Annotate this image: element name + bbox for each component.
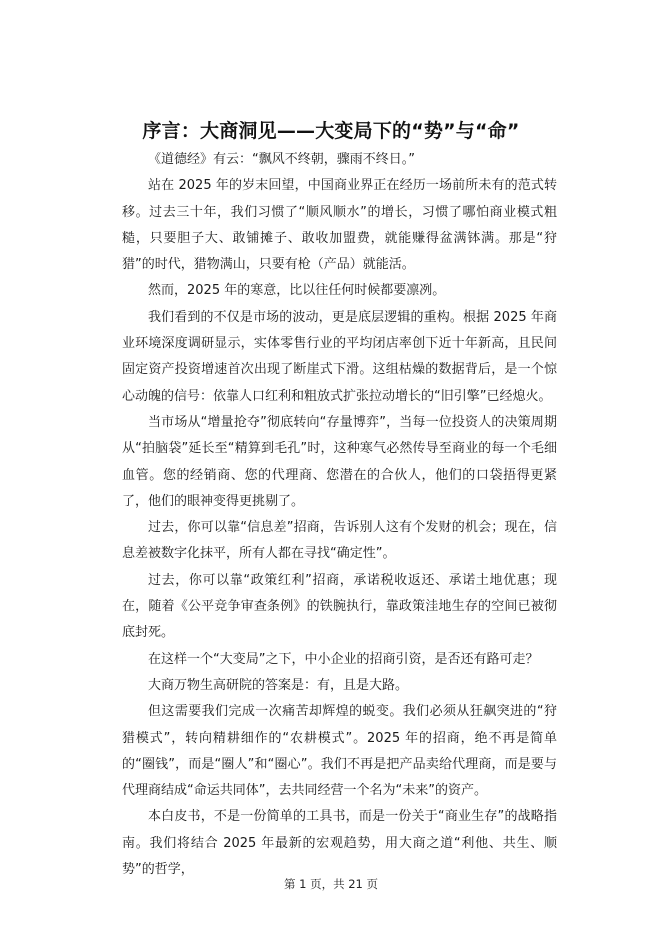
paragraph: 过去，你可以靠“政策红利”招商，承诺税收返还、承诺土地优惠；现在，随着《公平竞争审查条例》的铁腕执行，靠政策洼地生存的空间已被彻底封死。 — [122, 572, 557, 641]
paragraph: 过去，你可以靠“信息差”招商，告诉别人这有个发财的机会；现在，信息差被数字化抹平，所有人都在寻找“确定性”。 — [122, 520, 557, 562]
paragraph: 我们看到的不仅是市场的波动，更是底层逻辑的重构。根据 2025 年商业环境深度调研显示，实体零售行业的平均闭店率创下近十年新高，且民间固定资产投资增速首次出现了断崖式下滑。这组枯燥的数据背后，是一个惊心动魄的信号：依靠人口红利和粗放式扩张拉动增长的“旧引擎”已经熄火。 — [122, 309, 557, 404]
page-title: 序言：大商洞见——大变局下的“势”与“命” — [142, 120, 520, 142]
paragraph: 《道德经》有云：“飘风不终朝，骤雨不终日。” — [148, 152, 415, 167]
paragraph: 然而，2025 年的寒意，比以往任何时候都要凛冽。 — [148, 283, 446, 299]
paragraph: 站在 2025 年的岁末回望，中国商业界正在经历一场前所未有的范式转移。过去三十年，我们习惯了“顺风顺水”的增长，习惯了哪怕商业模式粗糙，只要胆子大、敢铺摊子、敢收加盟费，就能赚得盆满钵满。那是“狩猎”的时代，猎物满山，只要有枪（产品）就能活。 — [122, 178, 557, 273]
paragraph: 本白皮书，不是一份简单的工具书，而是一份关于“商业生存”的战略指南。我们将结合 2025 年最新的宏观趋势，用大商之道“利他、共生、顺势”的哲学， — [122, 809, 557, 878]
page-number-footer: 第 1 页，共 21 页 — [283, 877, 379, 891]
paragraph: 但这需要我们完成一次痛苦却辉煌的蜕变。我们必须从狂飙突进的“狩猎模式”，转向精耕细作的“农耕模式”。2025 年的招商，绝不再是简单的“圈钱”，而是“圈人”和“圈心”。我们不再是把产品卖给代理商，而是要与代理商结成“命运共同体”，去共同经营一个名为“未来”的资产。 — [122, 704, 557, 799]
paragraph: 在这样一个“大变局”之下，中小企业的招商引资，是否还有路可走？ — [148, 651, 539, 667]
paragraph: 大商万物生高研院的答案是：有，且是大路。 — [148, 677, 409, 693]
document-body — [122, 147, 557, 883]
paragraph: 当市场从“增量抢夺”彻底转向“存量博弈”，当每一位投资人的决策周期从“拍脑袋”延长至“精算到毛孔”时，这种寒气必然传导至商业的每一个毛细血管。您的经销商、您的代理商、您潜在的合伙人，他们的口袋捂得更紧了，他们的眼神变得更挑剔了。 — [122, 414, 557, 509]
